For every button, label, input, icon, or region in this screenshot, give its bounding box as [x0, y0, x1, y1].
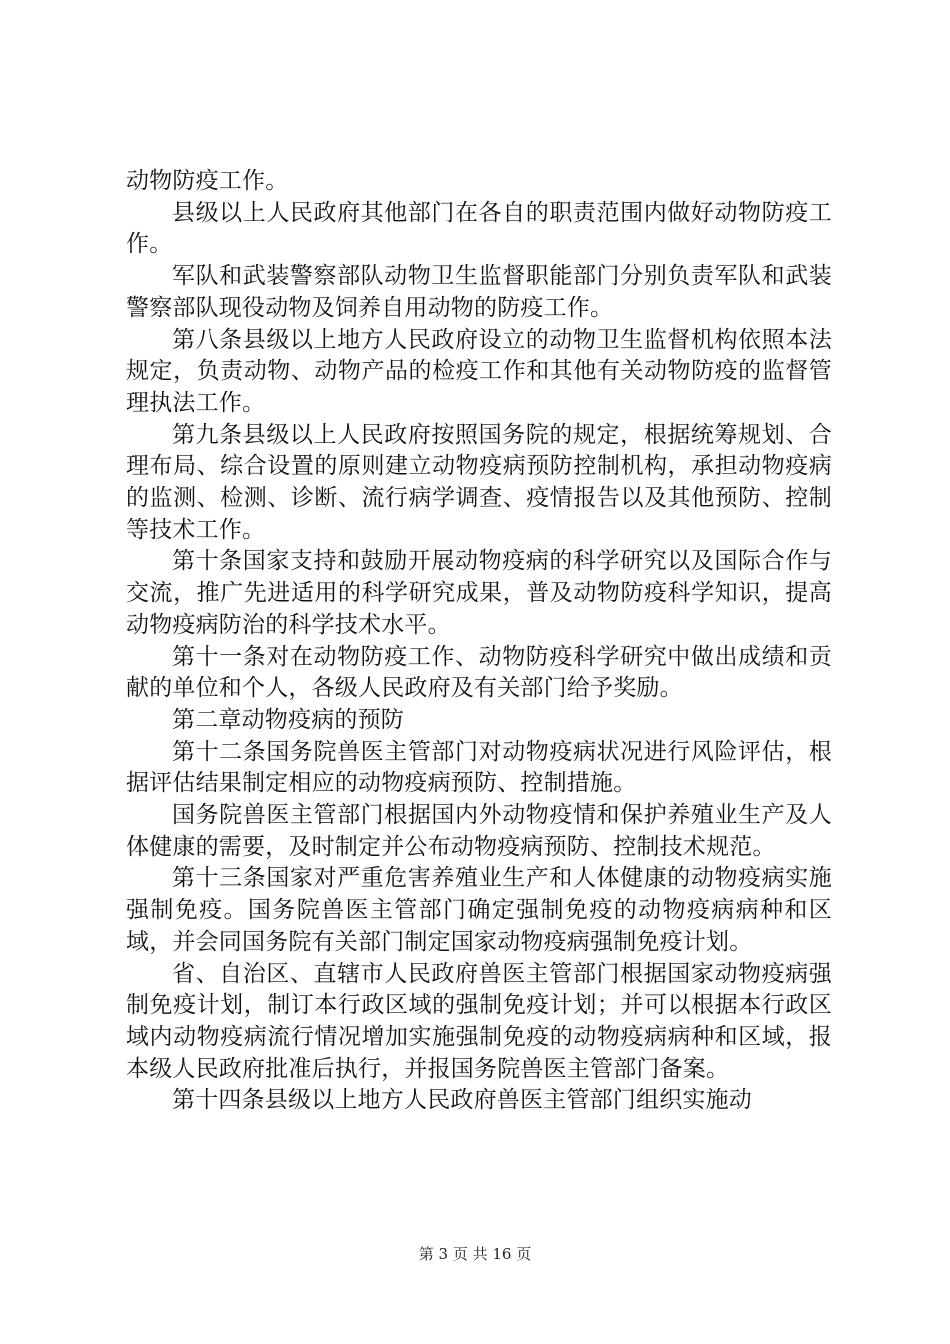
- paragraph-article-13-b: 省、自治区、直辖市人民政府兽医主管部门根据国家动物疫病强制免疫计划，制订本行政区域的强制免疫计划；并可以根据本行政区域内动物疫病流行情况增加实施强制免疫的动物疫病病种和区域，报本级人民政府批准后执行，并报国务院兽医主管部门备案。: [126, 960, 832, 1082]
- chapter-heading: 第二章动物疫病的预防: [172, 706, 404, 733]
- paragraph-article-12: 第十二条国务院兽医主管部门对动物疫病状况进行风险评估，根据评估结果制定相应的动物疫病预防、控制措施。: [126, 738, 832, 797]
- paragraph-article-14: 第十四条县级以上地方人民政府兽医主管部门组织实施动: [172, 1087, 752, 1114]
- paragraph-article-11: 第十一条对在动物防疫工作、动物防疫科学研究中做出成绩和贡献的单位和个人，各级人民政府及有关部门给予奖励。: [126, 643, 832, 702]
- paragraph-1: 动物防疫工作。: [126, 168, 289, 194]
- paragraph-article-8: 第八条县级以上地方人民政府设立的动物卫生监督机构依照本法规定，负责动物、动物产品的检疫工作和其他有关动物防疫的监督管理执法工作。: [126, 326, 832, 416]
- paragraph-3: 军队和武装警察部队动物卫生监督职能部门分别负责军队和武装警察部队现役动物及饲养自用动物的防疫工作。: [126, 263, 832, 321]
- paragraph-article-9: 第九条县级以上人民政府按照国务院的规定，根据统筹规划、合理布局、综合设置的原则建立动物疫病预防控制机构，承担动物疫病的监测、检测、诊断、流行病学调查、疫情报告以及其他预防、控制等技术工作。: [126, 421, 832, 543]
- paragraph-article-10: 第十条国家支持和鼓励开展动物疫病的科学研究以及国际合作与交流，推广先进适用的科学研究成果，普及动物防疫科学知识，提高动物疫病防治的科学技术水平。: [126, 548, 832, 638]
- document-body: [126, 166, 832, 1117]
- paragraph-article-12-b: 国务院兽医主管部门根据国内外动物疫情和保护养殖业生产及人体健康的需要，及时制定并公布动物疫病预防、控制技术规范。: [126, 802, 832, 860]
- paragraph-2: 县级以上人民政府其他部门在各自的职责范围内做好动物防疫工作。: [126, 199, 832, 258]
- page-number: 第 3 页 共 16 页: [418, 1245, 532, 1263]
- paragraph-article-13: 第十三条国家对严重危害养殖业生产和人体健康的动物疫病实施强制免疫。国务院兽医主管部门确定强制免疫的动物疫病病种和区域，并会同国务院有关部门制定国家动物疫病强制免疫计划。: [126, 865, 832, 955]
